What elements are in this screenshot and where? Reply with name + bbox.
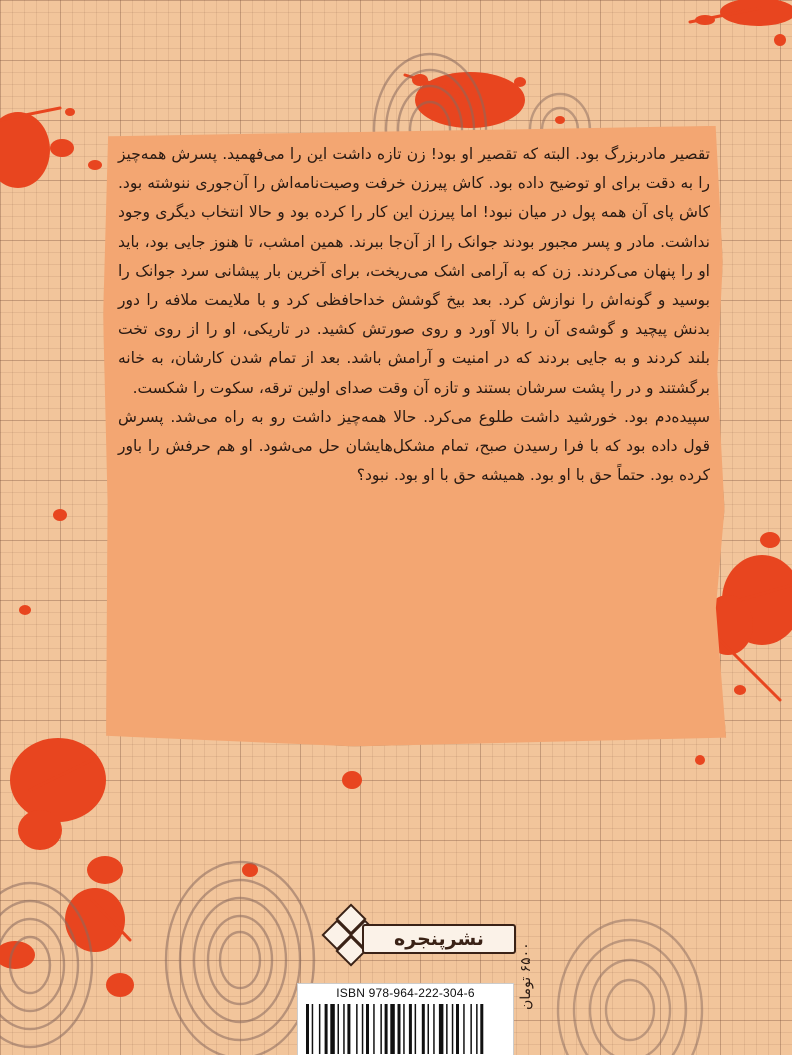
blood-splatter: [342, 771, 362, 789]
barcode-bar: [312, 1004, 314, 1054]
barcode-bar: [428, 1004, 430, 1054]
blood-splatter: [53, 509, 67, 521]
blood-splatter: [514, 77, 526, 87]
barcode-bar: [452, 1004, 454, 1054]
barcode-bar: [366, 1004, 369, 1054]
blood-splatter: [760, 532, 780, 548]
barcode-bar: [422, 1004, 425, 1054]
blood-splatter: [415, 72, 525, 128]
blood-splatter: [88, 160, 102, 170]
barcode-bar: [343, 1004, 345, 1054]
blood-splatter: [87, 856, 123, 884]
blood-splatter: [50, 139, 74, 157]
barcode-bar: [356, 1004, 358, 1054]
isbn-label: ISBN 978-964-222-304-6: [336, 986, 475, 1000]
blurb-paragraph: تقصیر مادربزرگ بود. البته که تقصیر او بود! زن تازه داشت این را می‌فهمید. پسرش همه‌چیز را به دقت برای او توضیح داده بود. کاش پیرزن خرفت وصیت‌نامه‌اش را آن‌جوری ننوشته بود. کاش پای آن همه پول در میان نبود! اما پیرزن این کار را کرده بود و حالا انتخاب دیگری وجود نداشت. مادر و پسر مجبور بودند جوانک را از آن‌جا ببرند. همین امشب، تا هنوز جایی بود، باید او را پنهان می‌کردند. زن که به آرامی اشک می‌ریخت، برای آخرین بار پیشانی سرد جوانک را بوسید و گونه‌اش را نوازش کرد. بعد بیخ گوشش خداحافظی کرد و با ملایمت ملافه را دور بدنش پیچید و گوشه‌ی آن را بالا آورد و روی صورتش کشید. در تاریکی، او را از روی تخت بلند کردند و به جایی بردند که در امنیت و آرامش باشد. بعد از تمام شدن کارشان، به خانه برگشتند و در را پشت سرشان بستند و تازه آن وقت صدای اولین ترقه، سکوت را شکست.: [118, 145, 710, 397]
barcode-bar: [385, 1004, 388, 1054]
publisher-name: نشرپنجره: [362, 924, 516, 954]
barcode-bar: [319, 1004, 321, 1054]
blood-splatter: [18, 810, 62, 850]
barcode-bar: [373, 1004, 375, 1054]
fingerprint-icon: [558, 920, 702, 1055]
barcode-bar: [463, 1004, 465, 1054]
blurb-paragraph: سپیده‌دم بود. خورشید داشت طلوع می‌کرد. حالا همه‌چیز داشت رو به راه می‌شد. پسرش قول داده بود که با فرا رسیدن صبح، تمام مشکل‌هایشان حل می‌شود. او هم حرفش را باور کرده بود. حتماً حق با او بود. همیشه حق با او بود. نبود؟: [118, 407, 710, 485]
blood-splatter: [106, 973, 134, 997]
barcode-bar: [456, 1004, 459, 1054]
barcode-bar: [325, 1004, 328, 1054]
blood-splatter: [734, 685, 746, 695]
barcode-bar: [362, 1004, 364, 1054]
blood-splatter: [555, 116, 565, 124]
barcode-bar: [433, 1004, 435, 1054]
barcode-bar: [306, 1004, 309, 1054]
blood-splatter: [65, 108, 75, 116]
blood-splatter: [695, 755, 705, 765]
barcode-bar: [446, 1004, 448, 1054]
barcode-bar: [415, 1004, 417, 1054]
blood-splatter: [10, 738, 106, 822]
barcode-bar: [390, 1004, 395, 1054]
barcode-icon: [306, 1004, 506, 1054]
barcode-bar: [476, 1004, 478, 1054]
blood-splatter: [19, 605, 31, 615]
barcode-bar: [439, 1004, 444, 1054]
price-label: ۶۵۰۰ تومان: [518, 942, 534, 1010]
fingerprint-icon: [166, 862, 314, 1055]
barcode-bar: [347, 1004, 350, 1054]
barcode-bar: [338, 1004, 340, 1054]
barcode-panel: [297, 983, 514, 1055]
back-cover-blurb: [118, 140, 710, 490]
barcode-bar: [398, 1004, 401, 1054]
barcode-bar: [330, 1004, 335, 1054]
barcode-bar: [380, 1004, 382, 1054]
blood-splatter: [0, 112, 50, 188]
barcode-bar: [470, 1004, 472, 1054]
blood-splatter: [774, 34, 786, 46]
barcode-bar: [480, 1004, 483, 1054]
barcode-bar: [403, 1004, 405, 1054]
blood-splatter: [0, 941, 35, 969]
barcode-bar: [409, 1004, 412, 1054]
